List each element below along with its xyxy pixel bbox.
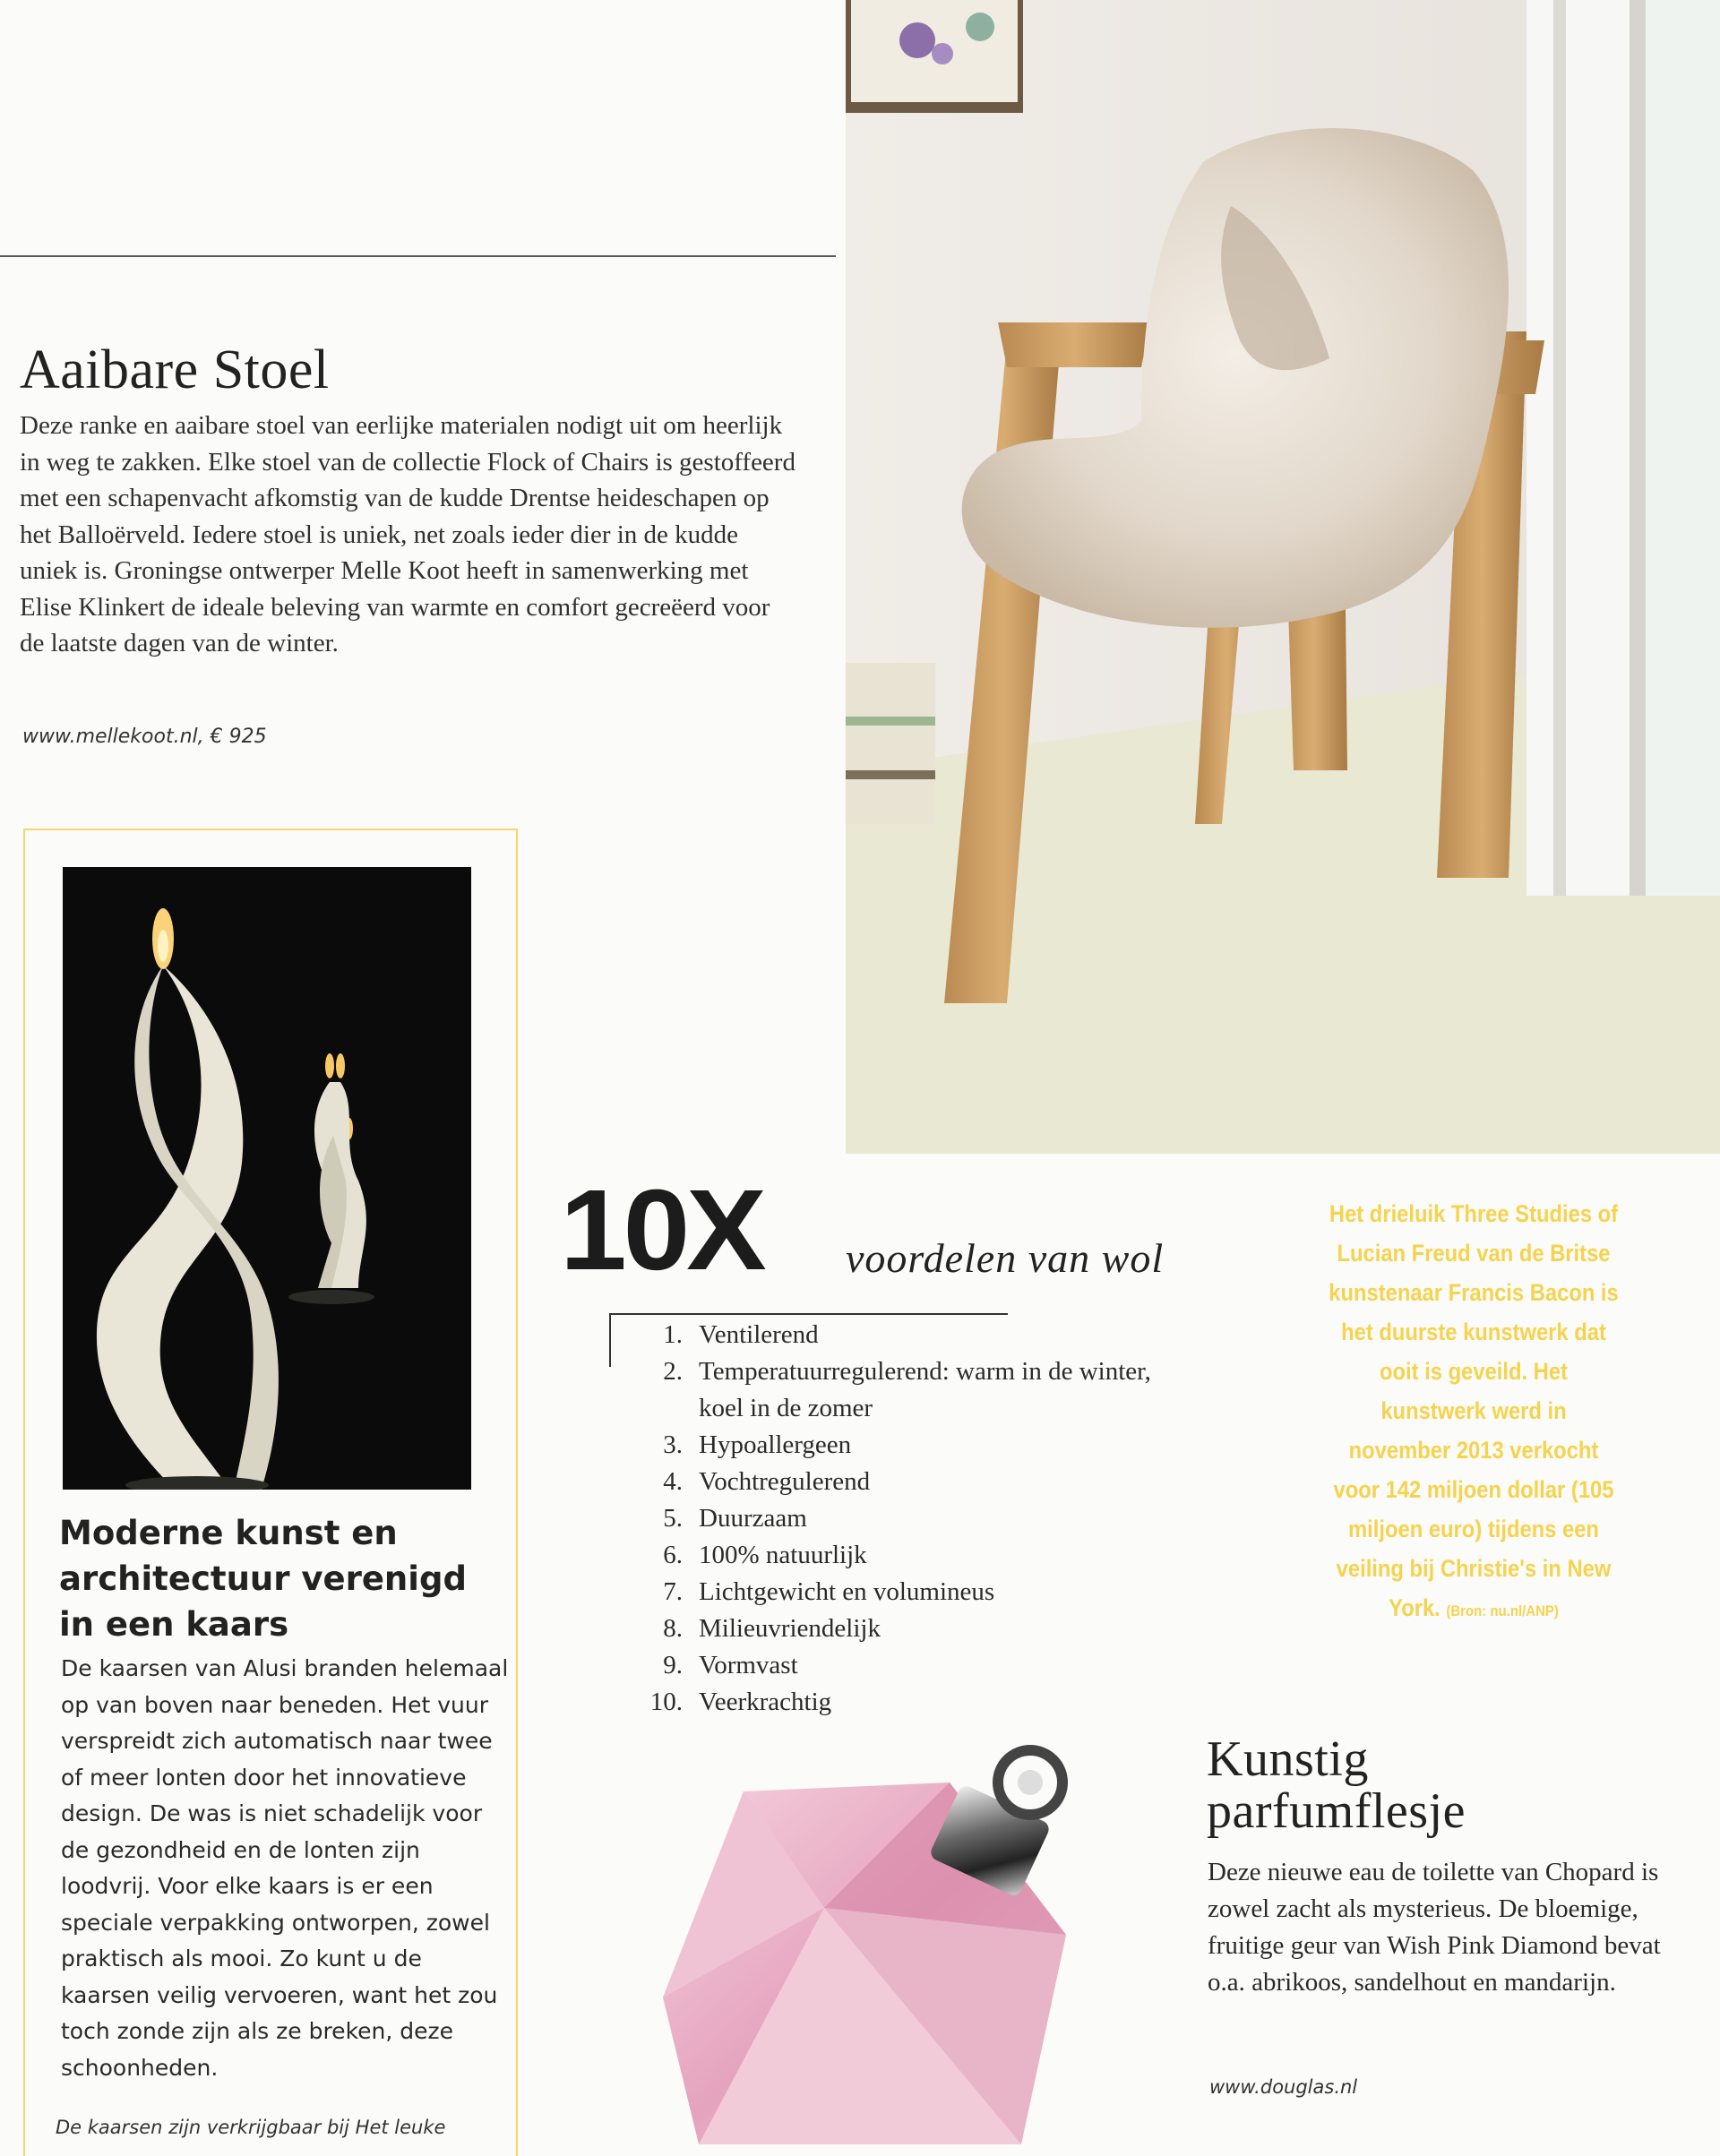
candle-title: Moderne kunst en architectuur verenigd in een kaars (59, 1514, 467, 1644)
parfum-source: www.douglas.nl (1209, 2076, 1358, 2098)
list-item: 9. Vormvast (663, 1651, 798, 1679)
list-item: 8. Milieuvriendelijk (663, 1614, 881, 1643)
list-item: 10. Veerkrachtig (649, 1688, 832, 1716)
stoel-title: Aaibare Stoel (20, 339, 330, 400)
list-item: 4. Vochtregulerend (663, 1467, 871, 1496)
candle-body: De kaarsen van Alusi branden helemaal op van boven naar beneden. Het vuur verspreidt zich automatisch naar twee of meer lonten door het innovatieve design. De was is niet schadelijk voor de gezondheid en de lonten zijn loodvrij. Voor elke kaars is er een speciale verpakking ontworpen, zowel praktisch als mooi. Zo kunt u de kaarsen veilig vervoeren, want het zou toch zonde zijn als ze breken, deze schoonheden. (61, 1655, 509, 2081)
perfume-bottle-photo (645, 1729, 1182, 2144)
quote-text: Het drieluik Three Studies of Lucian Freud van de Britse kunstenaar Francis Bacon is het duurste kunstwerk dat ooit is geveild. Het kunstwerk werd in november 2013 verkocht voor 142 miljoen dollar (105 miljoen euro) tijdens een veiling bij Christie's in New York. (1329, 1200, 1619, 1621)
candle-availability-note: De kaarsen zijn verkrijgbaar bij Het leuke (56, 2117, 446, 2138)
list-item: 5. Duurzaam (663, 1504, 807, 1533)
tenx-list (627, 1317, 1182, 1721)
quote-source: (Bron: nu.nl/ANP) (1446, 1602, 1559, 1619)
tenx-divider (609, 1313, 1008, 1315)
list-item: 7. Lichtgewicht en volumineus (663, 1577, 995, 1606)
tenx-subtitle: voordelen van wol (846, 1235, 1165, 1281)
sidebar-quote (1328, 1194, 1620, 1631)
parfum-body: Deze nieuwe eau de toilette van Chopard is zowel zacht als mysterieus. De bloemige, fruitige geur van Wish Pink Diamond bevat o.a. abrikoos, sandelhout en mandarijn. (1208, 1858, 1661, 1997)
tenx-vertical-rule (609, 1313, 611, 1367)
stoel-body: Deze ranke en aaibare stoel van eerlijke materialen nodigt uit om heerlijk in weg te zakken. Elke stoel van de collectie Flock of Chairs is gestoffeerd met een schapenvacht afkomstig van de kudde Drentse heideschapen op het Balloërveld. Iedere stoel is uniek, net zoals ieder dier in de kudde uniek is. Groningse ontwerper Melle Koot heeft in samenwerking met Elise Klinkert de ideale beleving van warmte en comfort gecreëerd voor de laatste dagen van de winter. (20, 411, 796, 657)
parfum-title: Kunstig parfumflesje (1207, 1731, 1466, 1839)
top-divider (0, 255, 836, 257)
list-item: 6. 100% natuurlijk (663, 1541, 867, 1569)
list-item: 2. Temperatuurregulerend: warm in de winter, koel in de zomer (663, 1357, 1151, 1422)
chair-photo (846, 0, 1720, 1154)
candle-photo (63, 867, 471, 1490)
list-item: 1. Ventilerend (663, 1320, 819, 1349)
stoel-source: www.mellekoot.nl, € 925 (22, 726, 267, 748)
tenx-heading-big: 10X (560, 1166, 763, 1294)
list-item: 3. Hypoallergeen (663, 1430, 852, 1459)
